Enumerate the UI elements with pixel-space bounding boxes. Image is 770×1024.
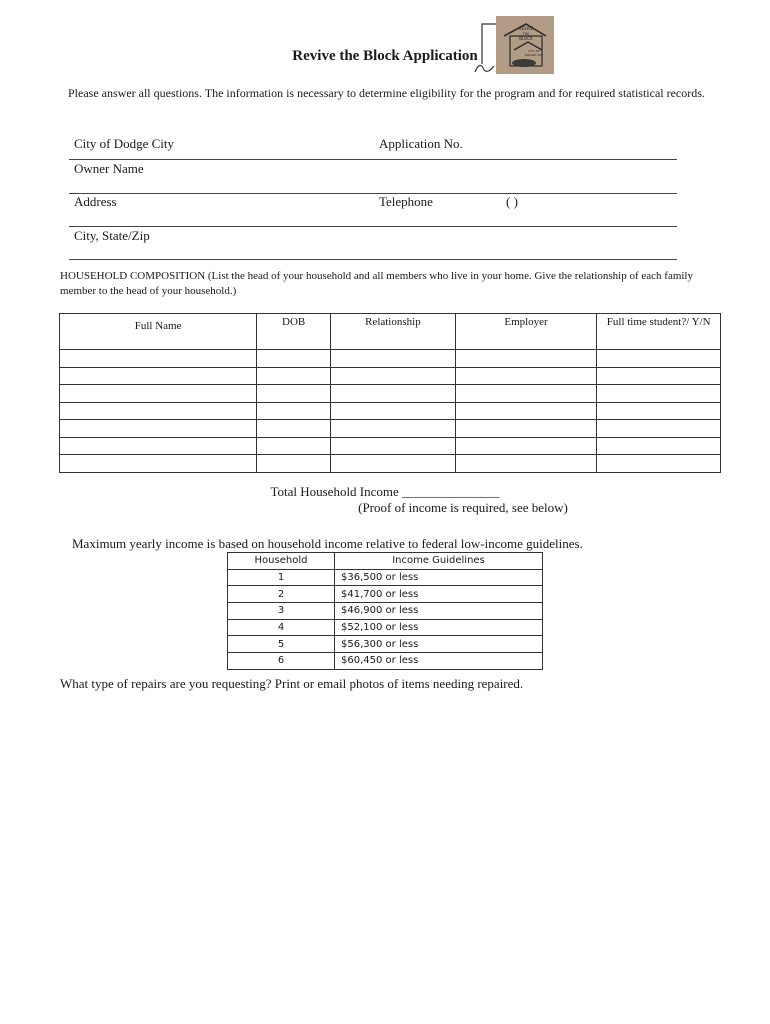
cell-dob[interactable] [257, 367, 331, 385]
logo-text-2: THE [522, 32, 530, 36]
cell-student[interactable] [597, 350, 721, 368]
cell-student[interactable] [597, 402, 721, 420]
table-row [60, 437, 721, 455]
cell-student[interactable] [597, 385, 721, 403]
income-limit: $52,100 or less [335, 619, 543, 636]
cell-relationship[interactable] [331, 367, 456, 385]
col-full-name: Full Name [60, 314, 257, 350]
income-limit: $41,700 or less [335, 586, 543, 603]
cell-employer[interactable] [455, 420, 597, 438]
household-heading: HOUSEHOLD COMPOSITION (List the head of your household and all members who live in your home. Give the relationship of each family member to the head of your household.) [60, 270, 693, 297]
household-size: 6 [228, 653, 335, 670]
income-limit: $36,500 or less [335, 569, 543, 586]
cell-dob[interactable] [257, 437, 331, 455]
household-size: 2 [228, 586, 335, 603]
income-limit: $56,300 or less [335, 636, 543, 653]
cell-name[interactable] [60, 385, 257, 403]
cell-student[interactable] [597, 367, 721, 385]
table-row [60, 385, 721, 403]
intro-text: Please answer all questions. The information is necessary to determine eligibility for the program and for required statistical records. [68, 86, 705, 100]
house-icon [496, 16, 554, 74]
cell-employer[interactable] [455, 402, 597, 420]
city-label: City of Dodge City [74, 136, 175, 151]
table-row [228, 586, 543, 603]
application-no-label: Application No. [379, 136, 463, 151]
cell-dob[interactable] [257, 420, 331, 438]
cell-employer[interactable] [455, 437, 597, 455]
cell-employer[interactable] [455, 385, 597, 403]
table-row [60, 455, 721, 473]
table-row [228, 619, 543, 636]
total-income-line[interactable]: Total Household Income _______________ [270, 484, 500, 499]
household-size: 5 [228, 636, 335, 653]
cell-student[interactable] [597, 437, 721, 455]
guide-col-household: Household [228, 553, 335, 570]
income-guidelines-table [227, 552, 543, 670]
col-student: Full time student?/ Y/N [597, 314, 721, 350]
cell-relationship[interactable] [331, 350, 456, 368]
cell-relationship[interactable] [331, 437, 456, 455]
cell-name[interactable] [60, 420, 257, 438]
table-row [228, 603, 543, 620]
col-employer: Employer [455, 314, 597, 350]
logo-text-3: BLOCK [519, 36, 533, 41]
max-income-text: Maximum yearly income is based on household income relative to federal low-income guidelines. [72, 536, 583, 551]
table-row [60, 350, 721, 368]
cell-dob[interactable] [257, 455, 331, 473]
cell-name[interactable] [60, 367, 257, 385]
cell-employer[interactable] [455, 367, 597, 385]
cell-relationship[interactable] [331, 455, 456, 473]
household-size: 3 [228, 603, 335, 620]
cell-relationship[interactable] [331, 402, 456, 420]
telephone-label: Telephone [379, 194, 433, 209]
col-relationship: Relationship [331, 314, 456, 350]
proof-note: (Proof of income is required, see below) [358, 500, 568, 515]
cell-employer[interactable] [455, 455, 597, 473]
logo-text-4: CITY OF [528, 49, 540, 53]
address-line[interactable] [69, 226, 677, 227]
cell-student[interactable] [597, 455, 721, 473]
cell-name[interactable] [60, 455, 257, 473]
household-table [59, 313, 721, 473]
household-size: 4 [228, 619, 335, 636]
income-limit: $46,900 or less [335, 603, 543, 620]
cell-student[interactable] [597, 420, 721, 438]
table-row [60, 367, 721, 385]
cell-relationship[interactable] [331, 420, 456, 438]
cell-dob[interactable] [257, 385, 331, 403]
address-label: Address [74, 194, 117, 209]
page-title: Revive the Block Application [292, 48, 478, 64]
logo-text-5: DODGE CITY [524, 53, 544, 57]
col-dob: DOB [257, 314, 331, 350]
cell-name[interactable] [60, 437, 257, 455]
cell-dob[interactable] [257, 402, 331, 420]
household-header-row [60, 314, 721, 350]
guide-header-row [228, 553, 543, 570]
cell-name[interactable] [60, 350, 257, 368]
household-size: 1 [228, 569, 335, 586]
cell-dob[interactable] [257, 350, 331, 368]
owner-name-line[interactable] [69, 193, 677, 194]
city-state-zip-line[interactable] [69, 259, 677, 260]
telephone-area-code: ( ) [506, 194, 518, 209]
repairs-question: What type of repairs are you requesting? Print or email photos of items needing repaired. [60, 676, 524, 691]
income-limit: $60,450 or less [335, 653, 543, 670]
city-state-zip-label: City, State/Zip [74, 228, 150, 243]
owner-name-label: Owner Name [74, 161, 144, 176]
logo [496, 16, 554, 74]
table-row [228, 653, 543, 670]
cell-name[interactable] [60, 402, 257, 420]
guide-col-income: Income Guidelines [335, 553, 543, 570]
table-row [228, 636, 543, 653]
table-row [60, 420, 721, 438]
cell-employer[interactable] [455, 350, 597, 368]
logo-text-1: REVIVE [518, 26, 534, 31]
city-line[interactable] [69, 159, 677, 160]
cell-relationship[interactable] [331, 385, 456, 403]
table-row [228, 569, 543, 586]
logo-pole-icon [472, 20, 498, 76]
table-row [60, 402, 721, 420]
